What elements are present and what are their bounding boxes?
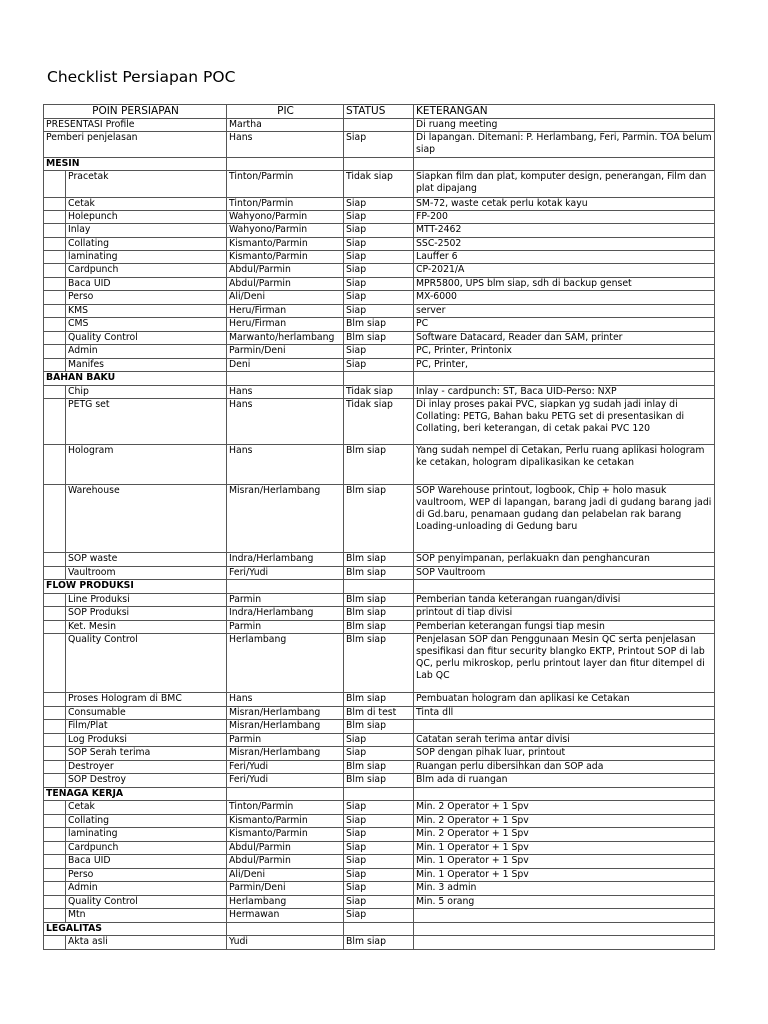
cell-indent <box>44 238 66 251</box>
cell-item: Quality Control <box>66 332 227 345</box>
cell-indent <box>44 774 66 788</box>
cell-item: Inlay <box>66 224 227 238</box>
cell-keterangan: SM-72, waste cetak perlu kotak kayu <box>414 198 715 211</box>
cell-status: Siap <box>344 278 414 291</box>
cell-keterangan: Siapkan film dan plat, komputer design, penerangan, Film dan plat dipajang <box>414 171 715 198</box>
cell-pic: Abdul/Parmin <box>227 842 344 855</box>
cell-item: Admin <box>66 882 227 896</box>
cell-pic: Parmin <box>227 594 344 607</box>
cell-indent <box>44 842 66 855</box>
cell-pic: Hans <box>227 693 344 707</box>
cell-status: Blm siap <box>344 761 414 774</box>
table-row <box>44 278 715 291</box>
table-row <box>44 801 715 815</box>
cell-item: Log Produksi <box>66 734 227 747</box>
cell-status: Siap <box>344 305 414 318</box>
cell-keterangan <box>414 923 715 936</box>
table-row <box>44 264 715 278</box>
cell-pic: Abdul/Parmin <box>227 855 344 869</box>
cell-status: Siap <box>344 828 414 842</box>
cell-item: PETG set <box>66 399 227 445</box>
cell-indent <box>44 332 66 345</box>
cell-status <box>344 580 414 594</box>
table-row <box>44 132 715 158</box>
cell-pic: Deni <box>227 359 344 372</box>
section-title: BAHAN BAKU <box>44 372 227 386</box>
cell-indent <box>44 386 66 399</box>
section-title: LEGALITAS <box>44 923 227 936</box>
cell-item: Cardpunch <box>66 842 227 855</box>
cell-status: Blm siap <box>344 936 414 950</box>
cell-item: Baca UID <box>66 278 227 291</box>
cell-keterangan: MPR5800, UPS blm siap, sdh di backup genset <box>414 278 715 291</box>
table-row <box>44 211 715 224</box>
cell-indent <box>44 485 66 553</box>
table-row <box>44 345 715 359</box>
table-row <box>44 359 715 372</box>
cell-keterangan: MX-6000 <box>414 291 715 305</box>
cell-indent <box>44 318 66 332</box>
cell-indent <box>44 734 66 747</box>
cell-keterangan: PC, Printer, Printonix <box>414 345 715 359</box>
cell-status: Siap <box>344 211 414 224</box>
table-row <box>44 318 715 332</box>
cell-pic: Marwanto/herlambang <box>227 332 344 345</box>
table-row <box>44 882 715 896</box>
header-pic: PIC <box>227 105 344 119</box>
cell-status <box>344 372 414 386</box>
table-row <box>44 842 715 855</box>
cell-pic: Martha <box>227 119 344 132</box>
cell-pic: Tinton/Parmin <box>227 198 344 211</box>
cell-keterangan: Di inlay proses pakai PVC, siapkan yg sudah jadi inlay di Collating: PETG, Bahan baku PETG set di presentasikan di Collating, beri keterangan, di cetak pakai PVC 120 <box>414 399 715 445</box>
cell-keterangan: SOP Vaultroom <box>414 567 715 580</box>
table-row <box>44 119 715 132</box>
table-row <box>44 855 715 869</box>
cell-keterangan: Pembuatan hologram dan aplikasi ke Cetakan <box>414 693 715 707</box>
cell-status: Tidak siap <box>344 171 414 198</box>
cell-item: Admin <box>66 345 227 359</box>
cell-item: Cardpunch <box>66 264 227 278</box>
cell-keterangan: Inlay - cardpunch: ST, Baca UID-Perso: NXP <box>414 386 715 399</box>
cell-keterangan <box>414 372 715 386</box>
cell-item: Film/Plat <box>66 720 227 734</box>
cell-pic: Hans <box>227 399 344 445</box>
cell-item: Baca UID <box>66 855 227 869</box>
cell-status <box>344 788 414 801</box>
cell-indent <box>44 815 66 828</box>
table-row <box>44 909 715 923</box>
cell-status: Blm siap <box>344 594 414 607</box>
table-row <box>44 896 715 909</box>
header-keterangan: KETERANGAN <box>414 105 715 119</box>
table-row <box>44 485 715 553</box>
cell-indent <box>44 693 66 707</box>
cell-pic: Wahyono/Parmin <box>227 211 344 224</box>
cell-status: Siap <box>344 896 414 909</box>
cell-status: Siap <box>344 801 414 815</box>
cell-pic: Tinton/Parmin <box>227 171 344 198</box>
cell-indent <box>44 869 66 882</box>
cell-keterangan: Min. 5 orang <box>414 896 715 909</box>
table-row <box>44 445 715 485</box>
table-row <box>44 828 715 842</box>
cell-pic: Feri/Yudi <box>227 774 344 788</box>
section-title: TENAGA KERJA <box>44 788 227 801</box>
cell-pic: Heru/Firman <box>227 305 344 318</box>
cell-status: Siap <box>344 747 414 761</box>
table-row <box>44 291 715 305</box>
cell-keterangan: Catatan serah terima antar divisi <box>414 734 715 747</box>
cell-pic <box>227 372 344 386</box>
table-row <box>44 305 715 318</box>
section-title: MESIN <box>44 158 227 171</box>
cell-keterangan <box>414 909 715 923</box>
table-body <box>44 119 715 950</box>
cell-pic: Parmin <box>227 621 344 634</box>
table-row <box>44 869 715 882</box>
cell-keterangan: printout di tiap divisi <box>414 607 715 621</box>
cell-keterangan: SSC-2502 <box>414 238 715 251</box>
cell-keterangan: Di lapangan. Ditemani: P. Herlambang, Feri, Parmin. TOA belum siap <box>414 132 715 158</box>
cell-pic <box>227 788 344 801</box>
cell-status: Blm siap <box>344 621 414 634</box>
cell-keterangan: MTT-2462 <box>414 224 715 238</box>
cell-keterangan: Tinta dll <box>414 707 715 720</box>
cell-status: Blm siap <box>344 567 414 580</box>
table-row <box>44 761 715 774</box>
cell-status: Blm siap <box>344 332 414 345</box>
cell-item: SOP Produksi <box>66 607 227 621</box>
cell-keterangan: PC <box>414 318 715 332</box>
cell-status: Blm siap <box>344 607 414 621</box>
cell-status <box>344 923 414 936</box>
cell-indent <box>44 855 66 869</box>
cell-item: Collating <box>66 815 227 828</box>
cell-pic: Abdul/Parmin <box>227 278 344 291</box>
cell-keterangan <box>414 788 715 801</box>
table-row <box>44 621 715 634</box>
cell-status: Siap <box>344 345 414 359</box>
cell-pic: Parmin <box>227 734 344 747</box>
cell-item: laminating <box>66 828 227 842</box>
cell-status <box>344 119 414 132</box>
table-row <box>44 720 715 734</box>
section-row <box>44 580 715 594</box>
cell-item: Pemberi penjelasan <box>44 132 227 158</box>
cell-indent <box>44 747 66 761</box>
cell-keterangan: SOP dengan pihak luar, printout <box>414 747 715 761</box>
section-row <box>44 788 715 801</box>
cell-keterangan: Pemberian tanda keterangan ruangan/divisi <box>414 594 715 607</box>
cell-indent <box>44 198 66 211</box>
table-row <box>44 171 715 198</box>
cell-item: Vaultroom <box>66 567 227 580</box>
cell-status: Blm siap <box>344 720 414 734</box>
cell-status <box>344 158 414 171</box>
cell-pic: Ali/Deni <box>227 291 344 305</box>
cell-indent <box>44 264 66 278</box>
cell-indent <box>44 720 66 734</box>
cell-item: CMS <box>66 318 227 332</box>
section-row <box>44 923 715 936</box>
cell-status: Siap <box>344 869 414 882</box>
cell-status: Blm siap <box>344 774 414 788</box>
cell-pic: Indra/Herlambang <box>227 607 344 621</box>
cell-item: laminating <box>66 251 227 264</box>
cell-indent <box>44 224 66 238</box>
table-row <box>44 707 715 720</box>
table-row <box>44 251 715 264</box>
cell-status: Siap <box>344 132 414 158</box>
table-row <box>44 386 715 399</box>
cell-status: Blm siap <box>344 553 414 567</box>
cell-indent <box>44 211 66 224</box>
cell-pic: Hermawan <box>227 909 344 923</box>
table-row <box>44 567 715 580</box>
cell-keterangan: FP-200 <box>414 211 715 224</box>
cell-indent <box>44 707 66 720</box>
header-poin: POIN PERSIAPAN <box>44 105 227 119</box>
cell-status: Blm di test <box>344 707 414 720</box>
cell-item: Akta asli <box>66 936 227 950</box>
cell-indent <box>44 607 66 621</box>
cell-pic: Indra/Herlambang <box>227 553 344 567</box>
cell-indent <box>44 594 66 607</box>
cell-pic: Misran/Herlambang <box>227 485 344 553</box>
cell-keterangan: Min. 1 Operator + 1 Spv <box>414 842 715 855</box>
cell-status: Siap <box>344 264 414 278</box>
cell-pic: Herlambang <box>227 634 344 693</box>
cell-indent <box>44 291 66 305</box>
cell-pic: Kismanto/Parmin <box>227 251 344 264</box>
cell-item: Collating <box>66 238 227 251</box>
cell-item: Consumable <box>66 707 227 720</box>
cell-pic <box>227 923 344 936</box>
cell-status: Blm siap <box>344 485 414 553</box>
cell-pic: Feri/Yudi <box>227 761 344 774</box>
cell-pic: Misran/Herlambang <box>227 720 344 734</box>
cell-pic: Hans <box>227 386 344 399</box>
cell-indent <box>44 359 66 372</box>
cell-item: Quality Control <box>66 896 227 909</box>
cell-keterangan: Di ruang meeting <box>414 119 715 132</box>
cell-status: Siap <box>344 198 414 211</box>
cell-pic <box>227 158 344 171</box>
cell-item: SOP Destroy <box>66 774 227 788</box>
cell-indent <box>44 305 66 318</box>
cell-status: Siap <box>344 251 414 264</box>
cell-keterangan: Software Datacard, Reader dan SAM, printer <box>414 332 715 345</box>
cell-item: Quality Control <box>66 634 227 693</box>
cell-item: Cetak <box>66 198 227 211</box>
cell-indent <box>44 567 66 580</box>
cell-indent <box>44 399 66 445</box>
cell-status: Siap <box>344 359 414 372</box>
cell-item: SOP Serah terima <box>66 747 227 761</box>
cell-indent <box>44 278 66 291</box>
cell-indent <box>44 445 66 485</box>
cell-item: SOP waste <box>66 553 227 567</box>
table-row <box>44 399 715 445</box>
cell-keterangan: Min. 2 Operator + 1 Spv <box>414 801 715 815</box>
cell-item: Perso <box>66 869 227 882</box>
cell-status: Tidak siap <box>344 399 414 445</box>
cell-pic: Hans <box>227 445 344 485</box>
cell-status: Siap <box>344 855 414 869</box>
table-row <box>44 774 715 788</box>
table-row <box>44 594 715 607</box>
cell-keterangan <box>414 158 715 171</box>
cell-keterangan: Blm ada di ruangan <box>414 774 715 788</box>
cell-item: Warehouse <box>66 485 227 553</box>
cell-pic: Yudi <box>227 936 344 950</box>
cell-indent <box>44 553 66 567</box>
cell-indent <box>44 801 66 815</box>
cell-keterangan: Yang sudah nempel di Cetakan, Perlu ruang aplikasi hologram ke cetakan, hologram dipalikasikan ke cetakan <box>414 445 715 485</box>
cell-indent <box>44 761 66 774</box>
cell-indent <box>44 909 66 923</box>
table-header-row <box>44 105 715 119</box>
cell-indent <box>44 171 66 198</box>
cell-status: Blm siap <box>344 634 414 693</box>
cell-item: PRESENTASI Profile <box>44 119 227 132</box>
cell-status: Blm siap <box>344 318 414 332</box>
cell-pic: Parmin/Deni <box>227 882 344 896</box>
cell-status: Siap <box>344 224 414 238</box>
cell-status: Siap <box>344 291 414 305</box>
table-row <box>44 936 715 950</box>
cell-status: Tidak siap <box>344 386 414 399</box>
section-row <box>44 158 715 171</box>
table-row <box>44 607 715 621</box>
page-title: Checklist Persiapan POC <box>47 68 236 86</box>
cell-pic: Misran/Herlambang <box>227 747 344 761</box>
cell-pic: Feri/Yudi <box>227 567 344 580</box>
cell-keterangan: Min. 1 Operator + 1 Spv <box>414 855 715 869</box>
cell-indent <box>44 882 66 896</box>
cell-pic: Heru/Firman <box>227 318 344 332</box>
cell-keterangan: Lauffer 6 <box>414 251 715 264</box>
cell-pic: Parmin/Deni <box>227 345 344 359</box>
cell-item: Ket. Mesin <box>66 621 227 634</box>
cell-pic: Wahyono/Parmin <box>227 224 344 238</box>
cell-item: Hologram <box>66 445 227 485</box>
cell-pic <box>227 580 344 594</box>
cell-pic: Hans <box>227 132 344 158</box>
cell-indent <box>44 828 66 842</box>
cell-item: Destroyer <box>66 761 227 774</box>
cell-status: Siap <box>344 842 414 855</box>
cell-pic: Tinton/Parmin <box>227 801 344 815</box>
cell-keterangan: Penjelasan SOP dan Penggunaan Mesin QC serta penjelasan spesifikasi dan fitur security blangko EKTP, Printout SOP di lab QC, perlu mikroskop, perlu printout layer dan fitur ditempel di Lab QC <box>414 634 715 693</box>
cell-status: Blm siap <box>344 445 414 485</box>
cell-keterangan: Min. 3 admin <box>414 882 715 896</box>
cell-keterangan: SOP penyimpanan, perlakuakn dan penghancuran <box>414 553 715 567</box>
cell-status: Blm siap <box>344 693 414 707</box>
cell-status: Siap <box>344 815 414 828</box>
cell-keterangan: PC, Printer, <box>414 359 715 372</box>
cell-item: Chip <box>66 386 227 399</box>
cell-pic: Ali/Deni <box>227 869 344 882</box>
cell-keterangan <box>414 720 715 734</box>
table-row <box>44 332 715 345</box>
table-row <box>44 634 715 693</box>
cell-keterangan: Min. 1 Operator + 1 Spv <box>414 869 715 882</box>
cell-item: Manifes <box>66 359 227 372</box>
cell-keterangan <box>414 580 715 594</box>
cell-item: Holepunch <box>66 211 227 224</box>
cell-item: Mtn <box>66 909 227 923</box>
cell-item: Proses Hologram di BMC <box>66 693 227 707</box>
cell-status: Siap <box>344 882 414 896</box>
cell-keterangan: Min. 2 Operator + 1 Spv <box>414 815 715 828</box>
table-row <box>44 815 715 828</box>
cell-keterangan: Ruangan perlu dibersihkan dan SOP ada <box>414 761 715 774</box>
cell-item: Perso <box>66 291 227 305</box>
cell-keterangan: SOP Warehouse printout, logbook, Chip + holo masuk vaultroom, WEP di lapangan, barang jadi di gudang barang jadi di Gd.baru, penamaan gudang dan pelabelan rak barang Loading-unloading di Gedung baru <box>414 485 715 553</box>
cell-indent <box>44 345 66 359</box>
cell-item: KMS <box>66 305 227 318</box>
cell-indent <box>44 251 66 264</box>
cell-pic: Herlambang <box>227 896 344 909</box>
cell-indent <box>44 621 66 634</box>
cell-pic: Kismanto/Parmin <box>227 238 344 251</box>
cell-pic: Kismanto/Parmin <box>227 815 344 828</box>
cell-indent <box>44 936 66 950</box>
cell-item: Cetak <box>66 801 227 815</box>
section-row <box>44 372 715 386</box>
cell-status: Siap <box>344 734 414 747</box>
checklist-table <box>43 104 715 950</box>
cell-keterangan: server <box>414 305 715 318</box>
section-title: FLOW PRODUKSI <box>44 580 227 594</box>
cell-indent <box>44 896 66 909</box>
cell-item: Line Produksi <box>66 594 227 607</box>
cell-keterangan: Pemberian keterangan fungsi tiap mesin <box>414 621 715 634</box>
table-row <box>44 553 715 567</box>
table-row <box>44 224 715 238</box>
table-row <box>44 747 715 761</box>
table-row <box>44 238 715 251</box>
cell-indent <box>44 634 66 693</box>
cell-item: Pracetak <box>66 171 227 198</box>
cell-keterangan <box>414 936 715 950</box>
table-row <box>44 198 715 211</box>
cell-keterangan: CP-2021/A <box>414 264 715 278</box>
cell-pic: Kismanto/Parmin <box>227 828 344 842</box>
table-row <box>44 734 715 747</box>
cell-status: Siap <box>344 909 414 923</box>
header-status: STATUS <box>344 105 414 119</box>
cell-status: Siap <box>344 238 414 251</box>
cell-pic: Abdul/Parmin <box>227 264 344 278</box>
table-row <box>44 693 715 707</box>
cell-pic: Misran/Herlambang <box>227 707 344 720</box>
cell-keterangan: Min. 2 Operator + 1 Spv <box>414 828 715 842</box>
